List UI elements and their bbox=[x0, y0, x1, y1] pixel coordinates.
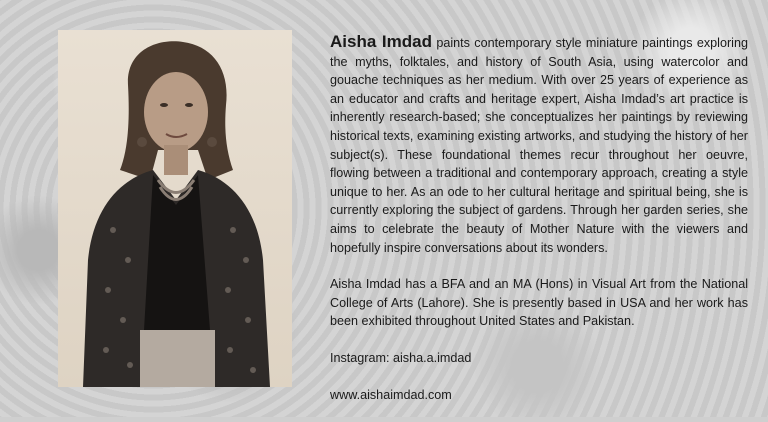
portrait-illustration bbox=[58, 30, 292, 387]
bio-text-1: paints contemporary style miniature paintings exploring the myths, folktales, and history of South Asia, using watercolor and gouache techniques as her medium. With over 25 years of experience as an educator and crafts and heritage expert, Aisha Imdad’s art practice is inherently research-based; she conceptualizes her paintings by reviewing historical texts, examining existing artworks, and studying the history of her subject(s). These foundational themes recur throughout her oeuvre, flowing between a traditional and contemporary approach, creating a style unique to her. As an ode to her cultural heritage and spiritual being, she is currently exploring the subject of gardens. Through her garden series, she aims to celebrate the beauty of Mother Nature with the viewers and hopefully inspire conversations about its wonders. bbox=[330, 36, 748, 255]
artist-bio bbox=[330, 33, 748, 422]
instagram-handle: Instagram: aisha.a.imdad bbox=[330, 350, 472, 365]
artist-name: Aisha Imdad bbox=[330, 32, 432, 51]
bio-paragraph-2: Aisha Imdad has a BFA and an MA (Hons) in Visual Art from the National College of Arts (Lahore). She is presently based in USA and her work has been exhibited throughout United States and Pakistan. bbox=[330, 277, 748, 329]
artist-portrait-photo bbox=[58, 30, 292, 387]
bio-paragraph-1 bbox=[330, 33, 748, 257]
website-url: www.aishaimdad.com bbox=[330, 387, 452, 402]
